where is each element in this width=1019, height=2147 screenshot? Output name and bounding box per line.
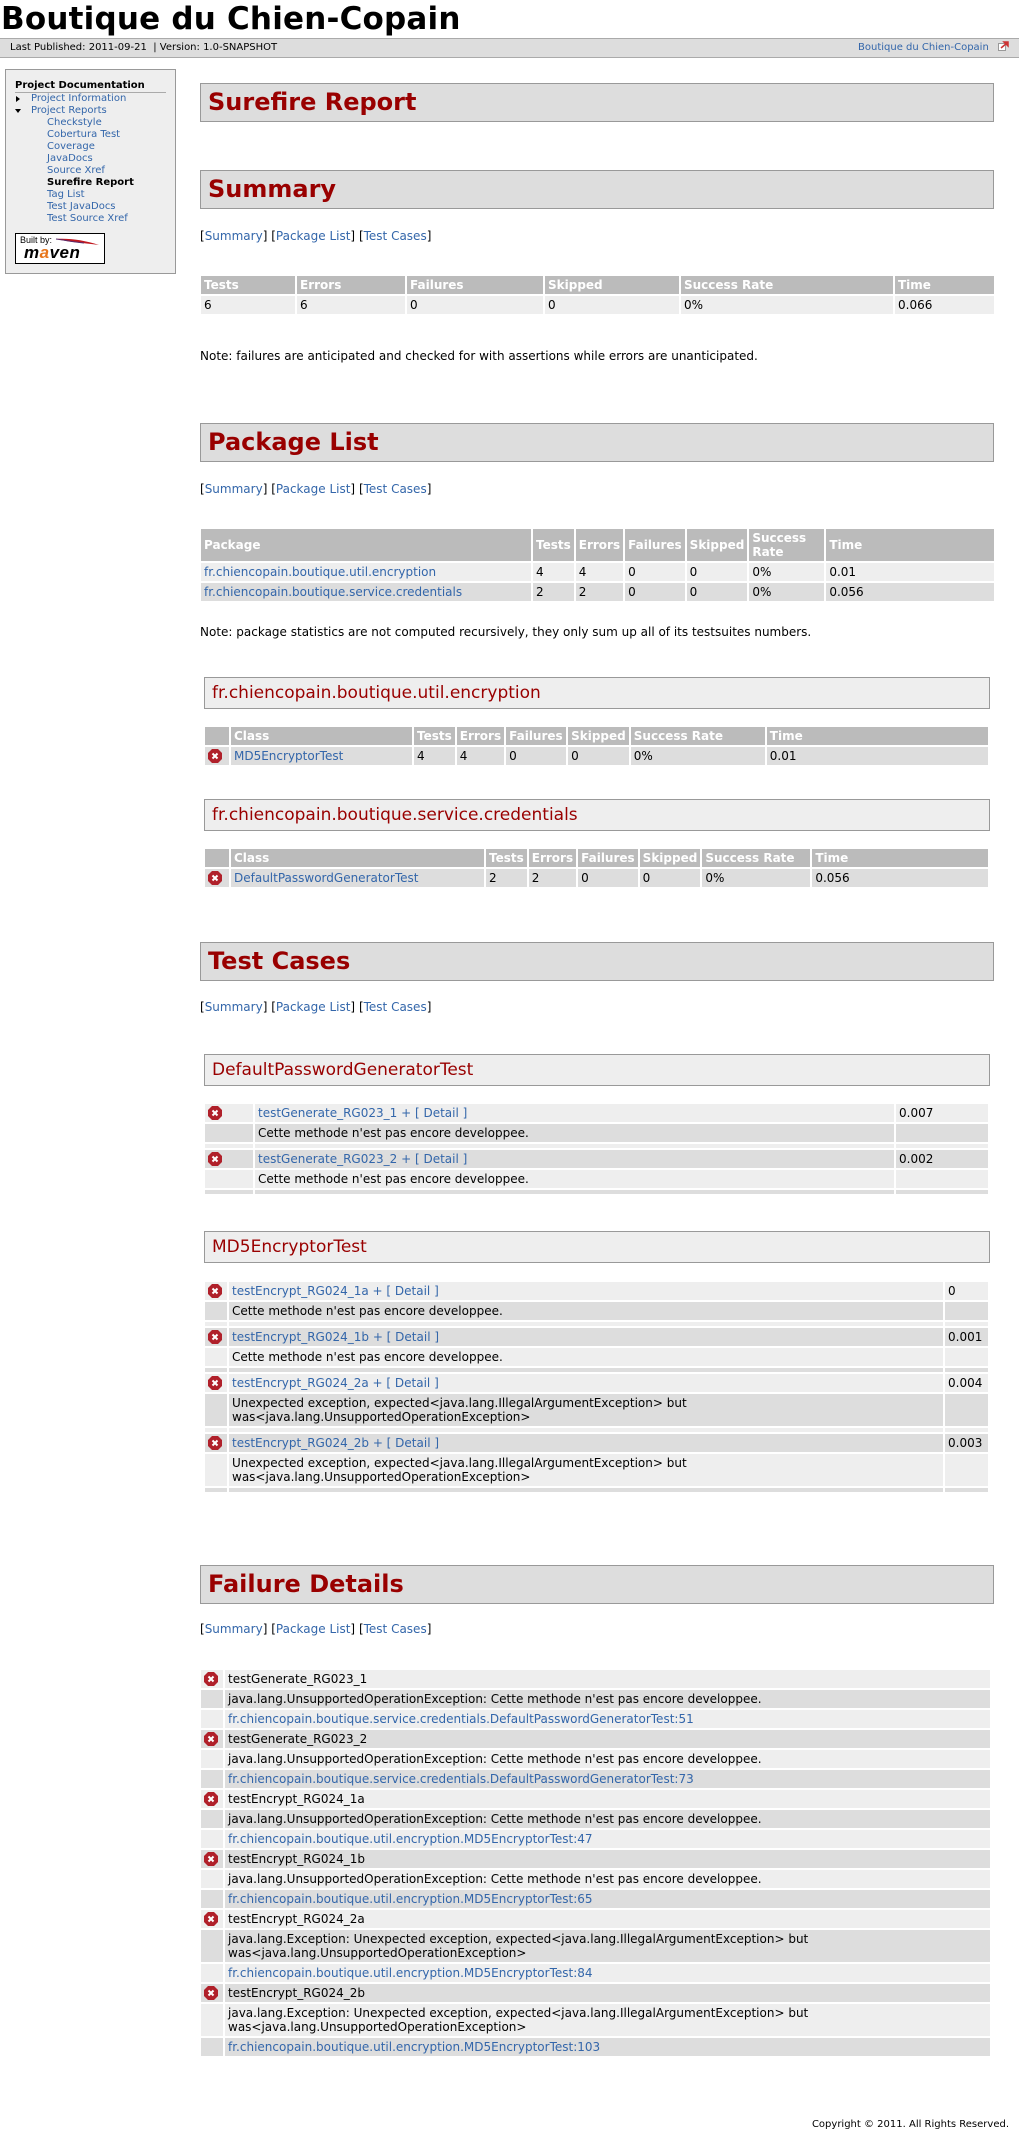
column-header: Success Rate (749, 529, 824, 561)
error-icon (208, 1106, 222, 1120)
cell-skipped: 0 (640, 869, 701, 887)
section-summary-heading: Summary (200, 170, 994, 209)
table-row (201, 563, 994, 581)
error-icon (204, 1852, 218, 1866)
failure-location-link[interactable]: fr.chiencopain.boutique.util.encryption.MD5EncryptorTest:84 (228, 1966, 593, 1980)
sidebar-item-label[interactable]: Coverage (47, 141, 95, 152)
test-case-time: 0 (945, 1282, 988, 1300)
cell-tests: 4 (414, 747, 455, 765)
test-class-heading: DefaultPasswordGeneratorTest (204, 1054, 990, 1086)
spacer-row (205, 1190, 988, 1194)
test-case-message-row (205, 1124, 988, 1142)
test-case-message-row (205, 1170, 988, 1188)
column-header: Failures (407, 276, 543, 294)
column-header: Failures (578, 849, 638, 867)
test-case-link[interactable]: testEncrypt_RG024_1a + [ Detail ] (232, 1284, 439, 1298)
section-package-list-heading: Package List (200, 423, 994, 462)
failure-name-row (201, 1730, 990, 1748)
failure-name-row (201, 1790, 990, 1808)
failure-name-row (201, 1910, 990, 1928)
test-case-message: Cette methode n'est pas encore developpee. (255, 1170, 894, 1188)
error-icon (204, 1672, 218, 1686)
test-case-message: Cette methode n'est pas encore developpee. (229, 1348, 943, 1366)
column-header-icon (205, 849, 229, 867)
sidebar-item-label[interactable]: Project Information (31, 93, 127, 104)
test-case-message: Unexpected exception, expected<java.lang.IllegalArgumentException> but was<java.lang.UnsupportedOperationException> (229, 1454, 943, 1486)
failure-location-row (201, 1964, 990, 1982)
failure-exception: java.lang.UnsupportedOperationException: Cette methode n'est pas encore developpee. (225, 1690, 990, 1708)
sidebar-item-project-reports[interactable] (15, 105, 166, 117)
summary-table (199, 274, 996, 316)
summary-note: Note: failures are anticipated and checked for with assertions while errors are unanticipated. (200, 349, 758, 363)
sidebar-item-coverage[interactable] (15, 141, 166, 153)
spacer-row (205, 1144, 988, 1148)
column-header: Failures (625, 529, 685, 561)
table-header-row (205, 849, 988, 867)
failure-location-row (201, 2038, 990, 2056)
test-case-message: Unexpected exception, expected<java.lang.IllegalArgumentException> but was<java.lang.UnsupportedOperationException> (229, 1394, 943, 1426)
test-case-row (205, 1150, 988, 1168)
cell-failures: 0 (578, 869, 638, 887)
cell-failures: 0 (506, 747, 566, 765)
cell-errors: 2 (529, 869, 576, 887)
error-icon (208, 1436, 222, 1450)
sidebar-item-label[interactable]: JavaDocs (47, 153, 93, 164)
error-icon (208, 871, 222, 885)
column-header: Skipped (687, 529, 748, 561)
last-published: Last Published: 2011-09-21 (10, 42, 147, 53)
test-case-time: 0.004 (945, 1374, 988, 1392)
error-icon (208, 1330, 222, 1344)
sidebar-item-test-source-xref[interactable] (15, 213, 166, 225)
package-link[interactable]: fr.chiencopain.boutique.util.encryption (204, 565, 437, 579)
sidebar-item-source-xref[interactable] (15, 165, 166, 177)
package-link[interactable]: fr.chiencopain.boutique.service.credentials (204, 585, 463, 599)
collapsed-arrow-icon (16, 96, 20, 102)
column-header: Time (895, 276, 994, 294)
sidebar-item-label[interactable]: Checkstyle (47, 117, 102, 128)
sidebar-item-label[interactable]: Tag List (47, 189, 85, 200)
copyright: Copyright © 2011. All Rights Reserved. (811, 2119, 1009, 2130)
nav-link-summary[interactable]: Summary (204, 1622, 263, 1636)
failure-test-name: testEncrypt_RG024_1a (225, 1790, 990, 1808)
failure-location-row (201, 1770, 990, 1788)
failure-location-link[interactable]: fr.chiencopain.boutique.service.credentials.DefaultPasswordGeneratorTest:73 (228, 1772, 694, 1786)
nav-link-test-cases[interactable]: Test Cases (363, 1622, 427, 1636)
sidebar-heading: Project Documentation (15, 80, 166, 93)
package-list-note: Note: package statistics are not computed recursively, they only sum up all of its testsuites numbers. (200, 625, 812, 639)
cell-tests: 2 (486, 869, 527, 887)
cell-tests: 2 (533, 583, 574, 601)
table-row (205, 869, 988, 887)
sidebar-item-label[interactable]: Cobertura Test (47, 129, 121, 140)
column-header: Failures (506, 727, 566, 745)
test-case-message: Cette methode n'est pas encore developpee. (229, 1302, 943, 1320)
table-row (201, 583, 994, 601)
error-icon (208, 1376, 222, 1390)
nav-link-package-list[interactable]: Package List (275, 1622, 351, 1636)
cell-success-rate: 0% (702, 869, 810, 887)
column-header: Package (201, 529, 531, 561)
failure-exception: java.lang.UnsupportedOperationException: Cette methode n'est pas encore developpee. (225, 1750, 990, 1768)
test-case-time: 0.001 (945, 1328, 988, 1346)
failure-location-link[interactable]: fr.chiencopain.boutique.service.credentials.DefaultPasswordGeneratorTest:51 (228, 1712, 694, 1726)
sidebar-item-label[interactable]: Test JavaDocs (47, 201, 116, 212)
failure-details-table (199, 1668, 992, 2058)
cell-errors: 2 (576, 583, 623, 601)
cell-errors: 4 (576, 563, 623, 581)
section-nav-links: [Summary] [Package List] [Test Cases] (200, 1000, 432, 1014)
sidebar-item-test-javadocs[interactable] (15, 201, 166, 213)
column-header: Tests (533, 529, 574, 561)
test-case-message-row (205, 1394, 988, 1426)
banner (0, 0, 1019, 39)
cell-tests: 4 (533, 563, 574, 581)
nav-link-summary[interactable]: Summary (204, 229, 263, 243)
built-by-maven-logo[interactable] (15, 233, 105, 264)
test-cases-table (203, 1102, 990, 1196)
test-case-link[interactable]: testGenerate_RG023_2 + [ Detail ] (258, 1152, 468, 1166)
error-icon (204, 1986, 218, 2000)
failure-test-name: testEncrypt_RG024_2a (225, 1910, 990, 1928)
column-header-icon (205, 727, 229, 745)
spacer-row (205, 1322, 988, 1326)
test-case-link[interactable]: testGenerate_RG023_1 + [ Detail ] (258, 1106, 468, 1120)
table-header-row (205, 727, 988, 745)
cell-success-rate: 0% (749, 563, 824, 581)
cell-success-rate: 0% (631, 747, 765, 765)
external-link-icon (998, 41, 1009, 51)
failure-location-row (201, 1710, 990, 1728)
cell-errors: 4 (457, 747, 504, 765)
site-title: Boutique du Chien-Copain (1, 1, 461, 37)
cell-time: 0.01 (826, 563, 994, 581)
cell-errors: 6 (297, 296, 405, 314)
failure-exception: java.lang.UnsupportedOperationException: Cette methode n'est pas encore developpee. (225, 1810, 990, 1828)
failure-exception-row (201, 1690, 990, 1708)
table-header-row (201, 276, 994, 294)
failure-exception: java.lang.Exception: Unexpected exception, expected<java.lang.IllegalArgumentException> but was<java.lang.UnsupportedOperationException> (225, 1930, 990, 1962)
nav-link-package-list[interactable]: Package List (275, 229, 351, 243)
package-heading: fr.chiencopain.boutique.util.encryption (204, 677, 990, 709)
failure-exception-row (201, 1930, 990, 1962)
test-case-link[interactable]: testEncrypt_RG024_2a + [ Detail ] (232, 1376, 439, 1390)
breadcrumbs-bar (0, 38, 1019, 58)
sidebar-item-cobertura-test[interactable] (15, 129, 166, 141)
error-icon (204, 1912, 218, 1926)
failure-location-link[interactable]: fr.chiencopain.boutique.util.encryption.MD5EncryptorTest:103 (228, 2040, 601, 2054)
test-case-row (205, 1434, 988, 1452)
section-nav-links: [Summary] [Package List] [Test Cases] (200, 482, 432, 496)
column-header: Success Rate (631, 727, 765, 745)
nav-link-test-cases[interactable]: Test Cases (363, 482, 427, 496)
table-row (205, 747, 988, 765)
column-header: Tests (414, 727, 455, 745)
column-header: Time (812, 849, 988, 867)
failure-test-name: testEncrypt_RG024_1b (225, 1850, 990, 1868)
failure-exception: java.lang.UnsupportedOperationException: Cette methode n'est pas encore developpee. (225, 1870, 990, 1888)
nav-link-package-list[interactable]: Package List (275, 482, 351, 496)
test-case-message: Cette methode n'est pas encore developpee. (255, 1124, 894, 1142)
cell-success-rate: 0% (681, 296, 893, 314)
package-class-table (203, 847, 990, 889)
test-case-time: 0.003 (945, 1434, 988, 1452)
maven-wordmark: maven (24, 243, 81, 262)
column-header: Class (231, 727, 412, 745)
version: Version: 1.0-SNAPSHOT (159, 42, 278, 53)
table-header-row (201, 529, 994, 561)
failure-location-row (201, 1890, 990, 1908)
error-icon (204, 1732, 218, 1746)
failure-location-row (201, 1830, 990, 1848)
sidebar-item-label[interactable]: Source Xref (47, 165, 105, 176)
nav-link-summary[interactable]: Summary (204, 1000, 263, 1014)
failure-test-name: testGenerate_RG023_1 (225, 1670, 990, 1688)
sidebar-item-label[interactable]: Test Source Xref (47, 213, 128, 224)
breadcrumb-separator: | (153, 42, 157, 53)
sidebar-item-label[interactable]: Project Reports (31, 105, 107, 116)
failure-name-row (201, 1984, 990, 2002)
failure-exception-row (201, 1870, 990, 1888)
column-header: Errors (529, 849, 576, 867)
failure-test-name: testGenerate_RG023_2 (225, 1730, 990, 1748)
nav-link-summary[interactable]: Summary (204, 482, 263, 496)
failure-location-link[interactable]: fr.chiencopain.boutique.util.encryption.MD5EncryptorTest:65 (228, 1892, 593, 1906)
cell-skipped: 0 (568, 747, 629, 765)
failure-exception-row (201, 2004, 990, 2036)
column-header: Time (826, 529, 994, 561)
cell-failures: 0 (407, 296, 543, 314)
sidebar-item-surefire-report (15, 177, 166, 189)
error-icon (208, 1284, 222, 1298)
column-header: Time (767, 727, 988, 745)
test-case-link[interactable]: testEncrypt_RG024_1b + [ Detail ] (232, 1330, 440, 1344)
section-nav-links: [Summary] [Package List] [Test Cases] (200, 1622, 432, 1636)
test-case-message-row (205, 1454, 988, 1486)
test-case-row (205, 1104, 988, 1122)
cell-time: 0.01 (767, 747, 988, 765)
test-case-row (205, 1328, 988, 1346)
sidebar-item-tag-list[interactable] (15, 189, 166, 201)
failure-name-row (201, 1670, 990, 1688)
cell-time: 0.056 (826, 583, 994, 601)
expanded-arrow-icon (15, 109, 21, 113)
nav-link-package-list[interactable]: Package List (275, 1000, 351, 1014)
failure-exception-row (201, 1750, 990, 1768)
table-row (201, 296, 994, 314)
failure-location-link[interactable]: fr.chiencopain.boutique.util.encryption.MD5EncryptorTest:47 (228, 1832, 593, 1846)
nav-link-test-cases[interactable]: Test Cases (363, 229, 427, 243)
test-case-row (205, 1282, 988, 1300)
column-header: Errors (457, 727, 504, 745)
error-icon (208, 749, 222, 763)
spacer-row (205, 1488, 988, 1492)
sidebar (5, 69, 176, 274)
sidebar-item-checkstyle[interactable] (15, 117, 166, 129)
test-class-heading: MD5EncryptorTest (204, 1231, 990, 1263)
failure-exception-row (201, 1810, 990, 1828)
package-list-table (199, 527, 996, 603)
test-case-message-row (205, 1302, 988, 1320)
column-header: Errors (576, 529, 623, 561)
error-icon (208, 1152, 222, 1166)
sidebar-menu (15, 93, 166, 225)
test-case-message-row (205, 1348, 988, 1366)
class-link[interactable]: DefaultPasswordGeneratorTest (234, 871, 419, 885)
cell-failures: 0 (625, 583, 685, 601)
test-cases-table (203, 1280, 990, 1494)
column-header: Errors (297, 276, 405, 294)
cell-skipped: 0 (687, 583, 748, 601)
column-header: Skipped (568, 727, 629, 745)
cell-time: 0.056 (812, 869, 988, 887)
column-header: Success Rate (702, 849, 810, 867)
class-link[interactable]: MD5EncryptorTest (234, 749, 344, 763)
spacer-row (205, 1368, 988, 1372)
test-case-time: 0.007 (896, 1104, 988, 1122)
cell-success-rate: 0% (749, 583, 824, 601)
failure-name-row (201, 1850, 990, 1868)
section-test-cases-heading: Test Cases (200, 942, 994, 981)
error-icon (204, 1792, 218, 1806)
cell-skipped: 0 (687, 563, 748, 581)
built-by-label: Built by: (20, 235, 53, 245)
column-header: Tests (201, 276, 295, 294)
failure-exception: java.lang.Exception: Unexpected exception, expected<java.lang.IllegalArgumentException> but was<java.lang.UnsupportedOperationException> (225, 2004, 990, 2036)
column-header: Class (231, 849, 484, 867)
test-case-time: 0.002 (896, 1150, 988, 1168)
cell-tests: 6 (201, 296, 295, 314)
nav-link-test-cases[interactable]: Test Cases (363, 1000, 427, 1014)
test-case-row (205, 1374, 988, 1392)
cell-time: 0.066 (895, 296, 994, 314)
failure-test-name: testEncrypt_RG024_2b (225, 1984, 990, 2002)
sidebar-item-label: Surefire Report (47, 177, 134, 188)
project-home-link[interactable]: Boutique du Chien-Copain (858, 42, 989, 53)
test-case-link[interactable]: testEncrypt_RG024_2b + [ Detail ] (232, 1436, 440, 1450)
cell-failures: 0 (625, 563, 685, 581)
column-header: Tests (486, 849, 527, 867)
package-heading: fr.chiencopain.boutique.service.credentials (204, 799, 990, 831)
section-failure-details-heading: Failure Details (200, 1565, 994, 1604)
cell-skipped: 0 (545, 296, 679, 314)
package-class-table (203, 725, 990, 767)
column-header: Skipped (640, 849, 701, 867)
spacer-row (205, 1428, 988, 1432)
page-title: Surefire Report (200, 83, 994, 122)
sidebar-item-javadocs[interactable] (15, 153, 166, 165)
column-header: Skipped (545, 276, 679, 294)
sidebar-item-project-information[interactable] (15, 93, 166, 105)
section-nav-links: [Summary] [Package List] [Test Cases] (200, 229, 432, 243)
column-header: Success Rate (681, 276, 893, 294)
